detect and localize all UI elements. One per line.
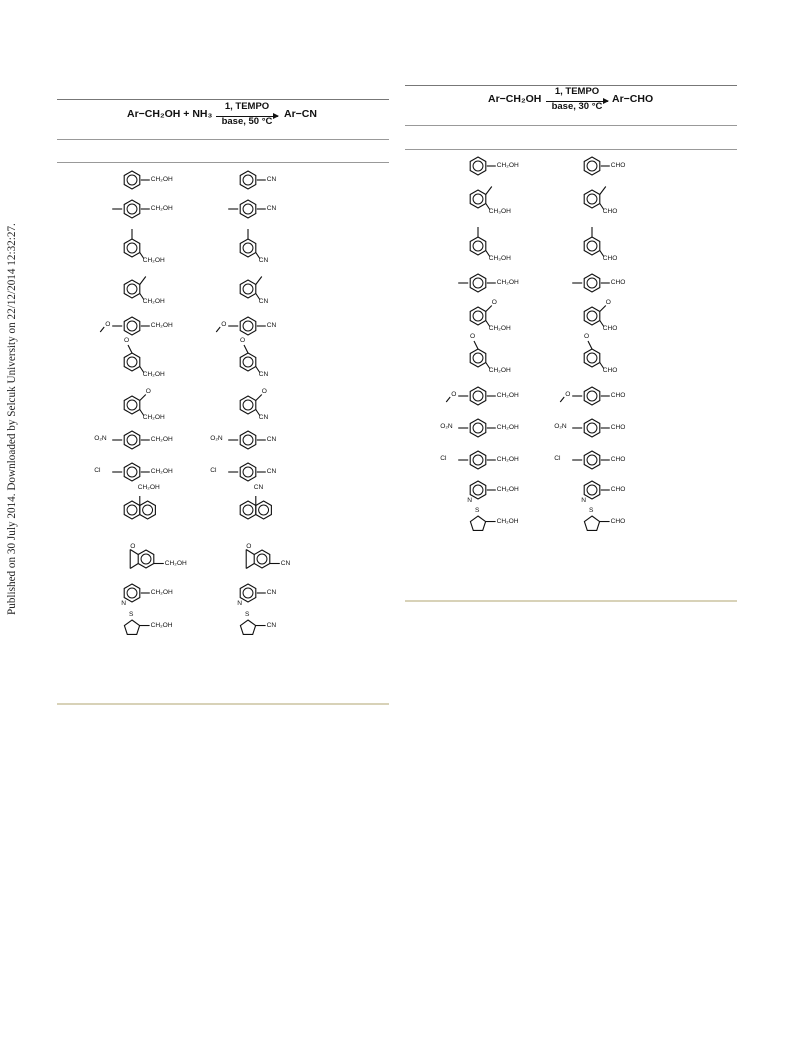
substrate-substituent-label: CH₂OH xyxy=(150,176,173,183)
substrate-para-label: O₂N xyxy=(94,435,107,442)
substrate-methoxy-label: O xyxy=(105,321,111,328)
product-heteroatom-label: N xyxy=(237,599,242,607)
product-methoxy-label: O xyxy=(261,387,267,395)
product-para-label: Cl xyxy=(554,455,561,462)
product-substituent-label: CN xyxy=(258,297,269,305)
left-reaction-arrow xyxy=(216,103,278,131)
substrate-methoxy-label: O xyxy=(491,298,497,306)
right-reaction-scheme xyxy=(488,88,728,116)
substrate-substituent-label: CH₂OH xyxy=(488,366,511,374)
product-substituent-label: CN xyxy=(266,176,277,183)
product-substituent-label: CN xyxy=(258,256,269,264)
left-product: Ar−CN xyxy=(284,108,317,120)
left-reactant: Ar−CH₂OH + NH₃ xyxy=(127,108,213,120)
substrate-substituent-label: CH₂OH xyxy=(150,205,173,212)
product-substituent-label: CHO xyxy=(610,424,626,431)
substrate-para-label: Cl xyxy=(440,455,447,462)
product-substituent-label: CN xyxy=(266,589,277,596)
product-heteroatom-label: O xyxy=(246,542,252,550)
substrate-substituent-label: CH₂OH xyxy=(488,324,511,332)
product-substituent-label: CHO xyxy=(610,517,626,525)
product-substituent-label: CHO xyxy=(610,279,626,286)
product-substituent-label: CN xyxy=(266,468,277,475)
product-substituent-label: CN xyxy=(253,484,264,491)
product-methoxy-label: O xyxy=(584,333,590,340)
substrate-heteroatom-label: S xyxy=(475,507,480,514)
product-methoxy-label: O xyxy=(605,298,611,306)
product-substituent-label: CN xyxy=(266,621,277,629)
product-methoxy-label: O xyxy=(565,391,571,398)
right-reagent-top: 1, TEMPO xyxy=(554,86,600,97)
product-substituent-label: CHO xyxy=(602,207,618,215)
substrate-substituent-label: CH₂OH xyxy=(496,162,519,169)
substrate-substituent-label: CH₂OH xyxy=(496,279,519,286)
substrate-heteroatom-label: N xyxy=(467,496,472,504)
substrate-substituent-label: CH₂OH xyxy=(496,517,519,525)
substrate-substituent-label: CH₃OH xyxy=(488,207,511,215)
substrate-substituent-label: CH₂OH xyxy=(496,486,519,493)
product-substituent-label: CHO xyxy=(610,392,626,399)
right-table-body-rule xyxy=(405,149,737,150)
substrate-substituent-label: CH₂OH xyxy=(142,297,165,305)
substrate-heteroatom-label: S xyxy=(129,611,134,618)
product-substituent-label: CN xyxy=(266,322,277,329)
substrate-para-label: Cl xyxy=(94,467,101,474)
download-watermark: Published on 30 July 2014. Downloaded by Selcuk University on 22/12/2014 12:32:27. xyxy=(6,223,18,615)
left-reagent-top: 1, TEMPO xyxy=(224,101,270,112)
right-table-bottom-rule xyxy=(405,600,737,602)
product-para-label: O₂N xyxy=(554,423,567,430)
substrate-substituent-label: CH₂OH xyxy=(142,370,165,378)
right-reactant: Ar−CH₂OH xyxy=(488,93,542,105)
product-substituent-label: CHO xyxy=(602,366,618,374)
substrate-para-label: O₂N xyxy=(440,423,453,430)
left-table-top-rule xyxy=(57,99,389,100)
left-table-header-rule xyxy=(57,139,389,140)
substrate-substituent-label: CH₂OH xyxy=(142,256,165,264)
substrate-substituent-label: CH₂OH xyxy=(150,436,173,443)
left-table-body-rule xyxy=(57,162,389,163)
product-methoxy-label: O xyxy=(240,337,246,344)
substrate-substituent-label: CH₂OH xyxy=(150,322,173,329)
substrate-substituent-label: CH₂OH xyxy=(150,468,173,475)
substrate-substituent-label: CH₂OH xyxy=(150,589,173,596)
substrate-substituent-label: CH₂OH xyxy=(150,621,173,629)
substrate-heteroatom-label: O xyxy=(130,542,136,550)
product-heteroatom-label: N xyxy=(581,496,586,504)
substrate-substituent-label: CH₂OH xyxy=(137,484,160,491)
product-substituent-label: CN xyxy=(266,436,277,443)
product-substituent-label: CN xyxy=(280,559,291,567)
product-substituent-label: CN xyxy=(258,370,269,378)
substrate-substituent-label: CH₂OH xyxy=(142,413,165,421)
right-product: Ar−CHO xyxy=(612,93,654,105)
substrate-heteroatom-label: N xyxy=(121,599,126,607)
product-para-label: Cl xyxy=(210,467,217,474)
product-substituent-label: CHO xyxy=(610,456,626,463)
product-heteroatom-label: S xyxy=(245,611,250,618)
left-reagent-bottom: base, 50 °C xyxy=(221,116,273,127)
substrate-substituent-label: CH₂OH xyxy=(496,424,519,431)
substrate-substituent-label: CH₂OH xyxy=(164,559,187,567)
right-table-header-rule xyxy=(405,125,737,126)
product-methoxy-label: O xyxy=(221,321,227,328)
substrate-methoxy-label: O xyxy=(451,391,457,398)
product-substituent-label: CN xyxy=(266,205,277,212)
product-substituent-label: CHO xyxy=(610,486,626,493)
product-substituent-label: CHO xyxy=(602,254,618,262)
right-reagent-bottom: base, 30 °C xyxy=(551,101,603,112)
substrate-methoxy-label: O xyxy=(145,387,151,395)
product-heteroatom-label: S xyxy=(589,507,594,514)
product-para-label: O₂N xyxy=(210,435,223,442)
right-reaction-arrow xyxy=(546,88,608,116)
left-reaction-scheme xyxy=(127,103,387,131)
left-table-bottom-rule xyxy=(57,703,389,705)
product-substituent-label: CN xyxy=(258,413,269,421)
product-substituent-label: CHO xyxy=(610,162,626,169)
substrate-substituent-label: CH₂OH xyxy=(496,392,519,399)
substrate-methoxy-label: O xyxy=(470,333,476,340)
substrate-substituent-label: CH₂OH xyxy=(496,456,519,463)
substrate-substituent-label: CH₃OH xyxy=(488,254,511,262)
product-substituent-label: CHO xyxy=(602,324,618,332)
substrate-methoxy-label: O xyxy=(124,337,130,344)
